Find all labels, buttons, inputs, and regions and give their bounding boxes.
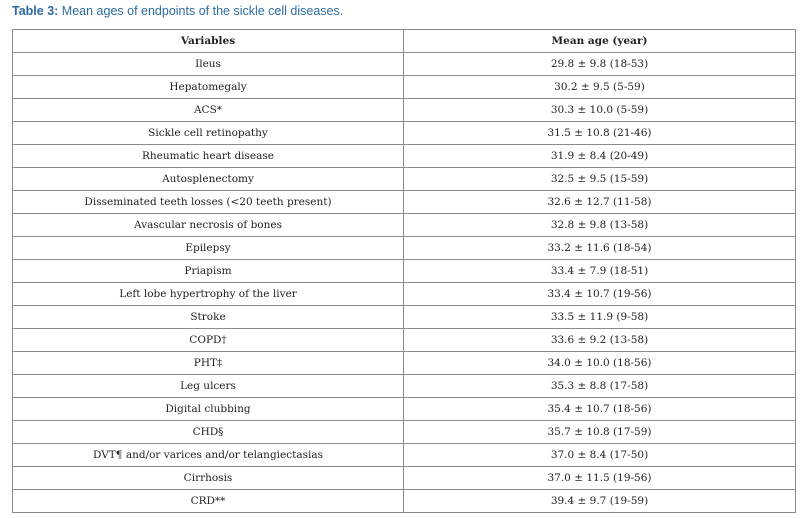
mean-age-cell: 35.4 ± 10.7 (18-56) — [404, 398, 796, 421]
table-row — [13, 444, 796, 467]
mean-age-cell: 37.0 ± 11.5 (19-56) — [404, 467, 796, 490]
mean-age-cell: 31.5 ± 10.8 (21-46) — [404, 122, 796, 145]
mean-age-cell: 33.5 ± 11.9 (9-58) — [404, 306, 796, 329]
variable-cell: Left lobe hypertrophy of the liver — [13, 283, 404, 306]
table-row — [13, 168, 796, 191]
variable-cell: Disseminated teeth losses (<20 teeth present) — [13, 191, 404, 214]
caption-label: Table 3: — [12, 4, 59, 18]
table-row — [13, 306, 796, 329]
variable-cell: Autosplenectomy — [13, 168, 404, 191]
mean-age-cell: 39.4 ± 9.7 (19-59) — [404, 490, 796, 513]
variable-cell: COPD† — [13, 329, 404, 352]
table-row — [13, 467, 796, 490]
mean-age-cell: 33.4 ± 10.7 (19-56) — [404, 283, 796, 306]
variable-cell: Digital clubbing — [13, 398, 404, 421]
mean-age-cell: 30.2 ± 9.5 (5-59) — [404, 76, 796, 99]
variable-cell: Ileus — [13, 53, 404, 76]
table-caption — [12, 4, 343, 18]
table-row — [13, 329, 796, 352]
mean-age-cell: 34.0 ± 10.0 (18-56) — [404, 352, 796, 375]
variable-cell: Sickle cell retinopathy — [13, 122, 404, 145]
table-row — [13, 490, 796, 513]
table-row — [13, 122, 796, 145]
variable-cell: ACS* — [13, 99, 404, 122]
mean-age-cell: 32.5 ± 9.5 (15-59) — [404, 168, 796, 191]
table-row — [13, 375, 796, 398]
mean-age-cell: 30.3 ± 10.0 (5-59) — [404, 99, 796, 122]
mean-age-cell: 29.8 ± 9.8 (18-53) — [404, 53, 796, 76]
table-row — [13, 214, 796, 237]
table-row — [13, 283, 796, 306]
endpoints-table — [12, 29, 796, 513]
mean-age-cell: 35.7 ± 10.8 (17-59) — [404, 421, 796, 444]
caption-text: Mean ages of endpoints of the sickle cell diseases. — [61, 4, 344, 18]
variable-cell: Avascular necrosis of bones — [13, 214, 404, 237]
variable-cell: CHD§ — [13, 421, 404, 444]
mean-age-cell: 33.6 ± 9.2 (13-58) — [404, 329, 796, 352]
variable-cell: Rheumatic heart disease — [13, 145, 404, 168]
mean-age-cell: 33.4 ± 7.9 (18-51) — [404, 260, 796, 283]
mean-age-cell: 32.8 ± 9.8 (13-58) — [404, 214, 796, 237]
variable-cell: Epilepsy — [13, 237, 404, 260]
table-row — [13, 191, 796, 214]
mean-age-cell: 31.9 ± 8.4 (20-49) — [404, 145, 796, 168]
variable-cell: PHT‡ — [13, 352, 404, 375]
table-row — [13, 53, 796, 76]
variable-cell: Cirrhosis — [13, 467, 404, 490]
variable-cell: Priapism — [13, 260, 404, 283]
table-row — [13, 76, 796, 99]
variable-cell: CRD** — [13, 490, 404, 513]
header-row — [13, 30, 796, 53]
table-row — [13, 421, 796, 444]
variable-cell: Stroke — [13, 306, 404, 329]
table-body — [13, 53, 796, 513]
table-row — [13, 145, 796, 168]
mean-age-cell: 37.0 ± 8.4 (17-50) — [404, 444, 796, 467]
table-row — [13, 398, 796, 421]
table-row — [13, 237, 796, 260]
variable-cell: Hepatomegaly — [13, 76, 404, 99]
table-row — [13, 99, 796, 122]
mean-age-cell: 33.2 ± 11.6 (18-54) — [404, 237, 796, 260]
header-variables: Variables — [13, 30, 404, 53]
table-row — [13, 260, 796, 283]
variable-cell: DVT¶ and/or varices and/or telangiectasias — [13, 444, 404, 467]
variable-cell: Leg ulcers — [13, 375, 404, 398]
mean-age-cell: 32.6 ± 12.7 (11-58) — [404, 191, 796, 214]
table-row — [13, 352, 796, 375]
header-mean-age: Mean age (year) — [404, 30, 796, 53]
mean-age-cell: 35.3 ± 8.8 (17-58) — [404, 375, 796, 398]
